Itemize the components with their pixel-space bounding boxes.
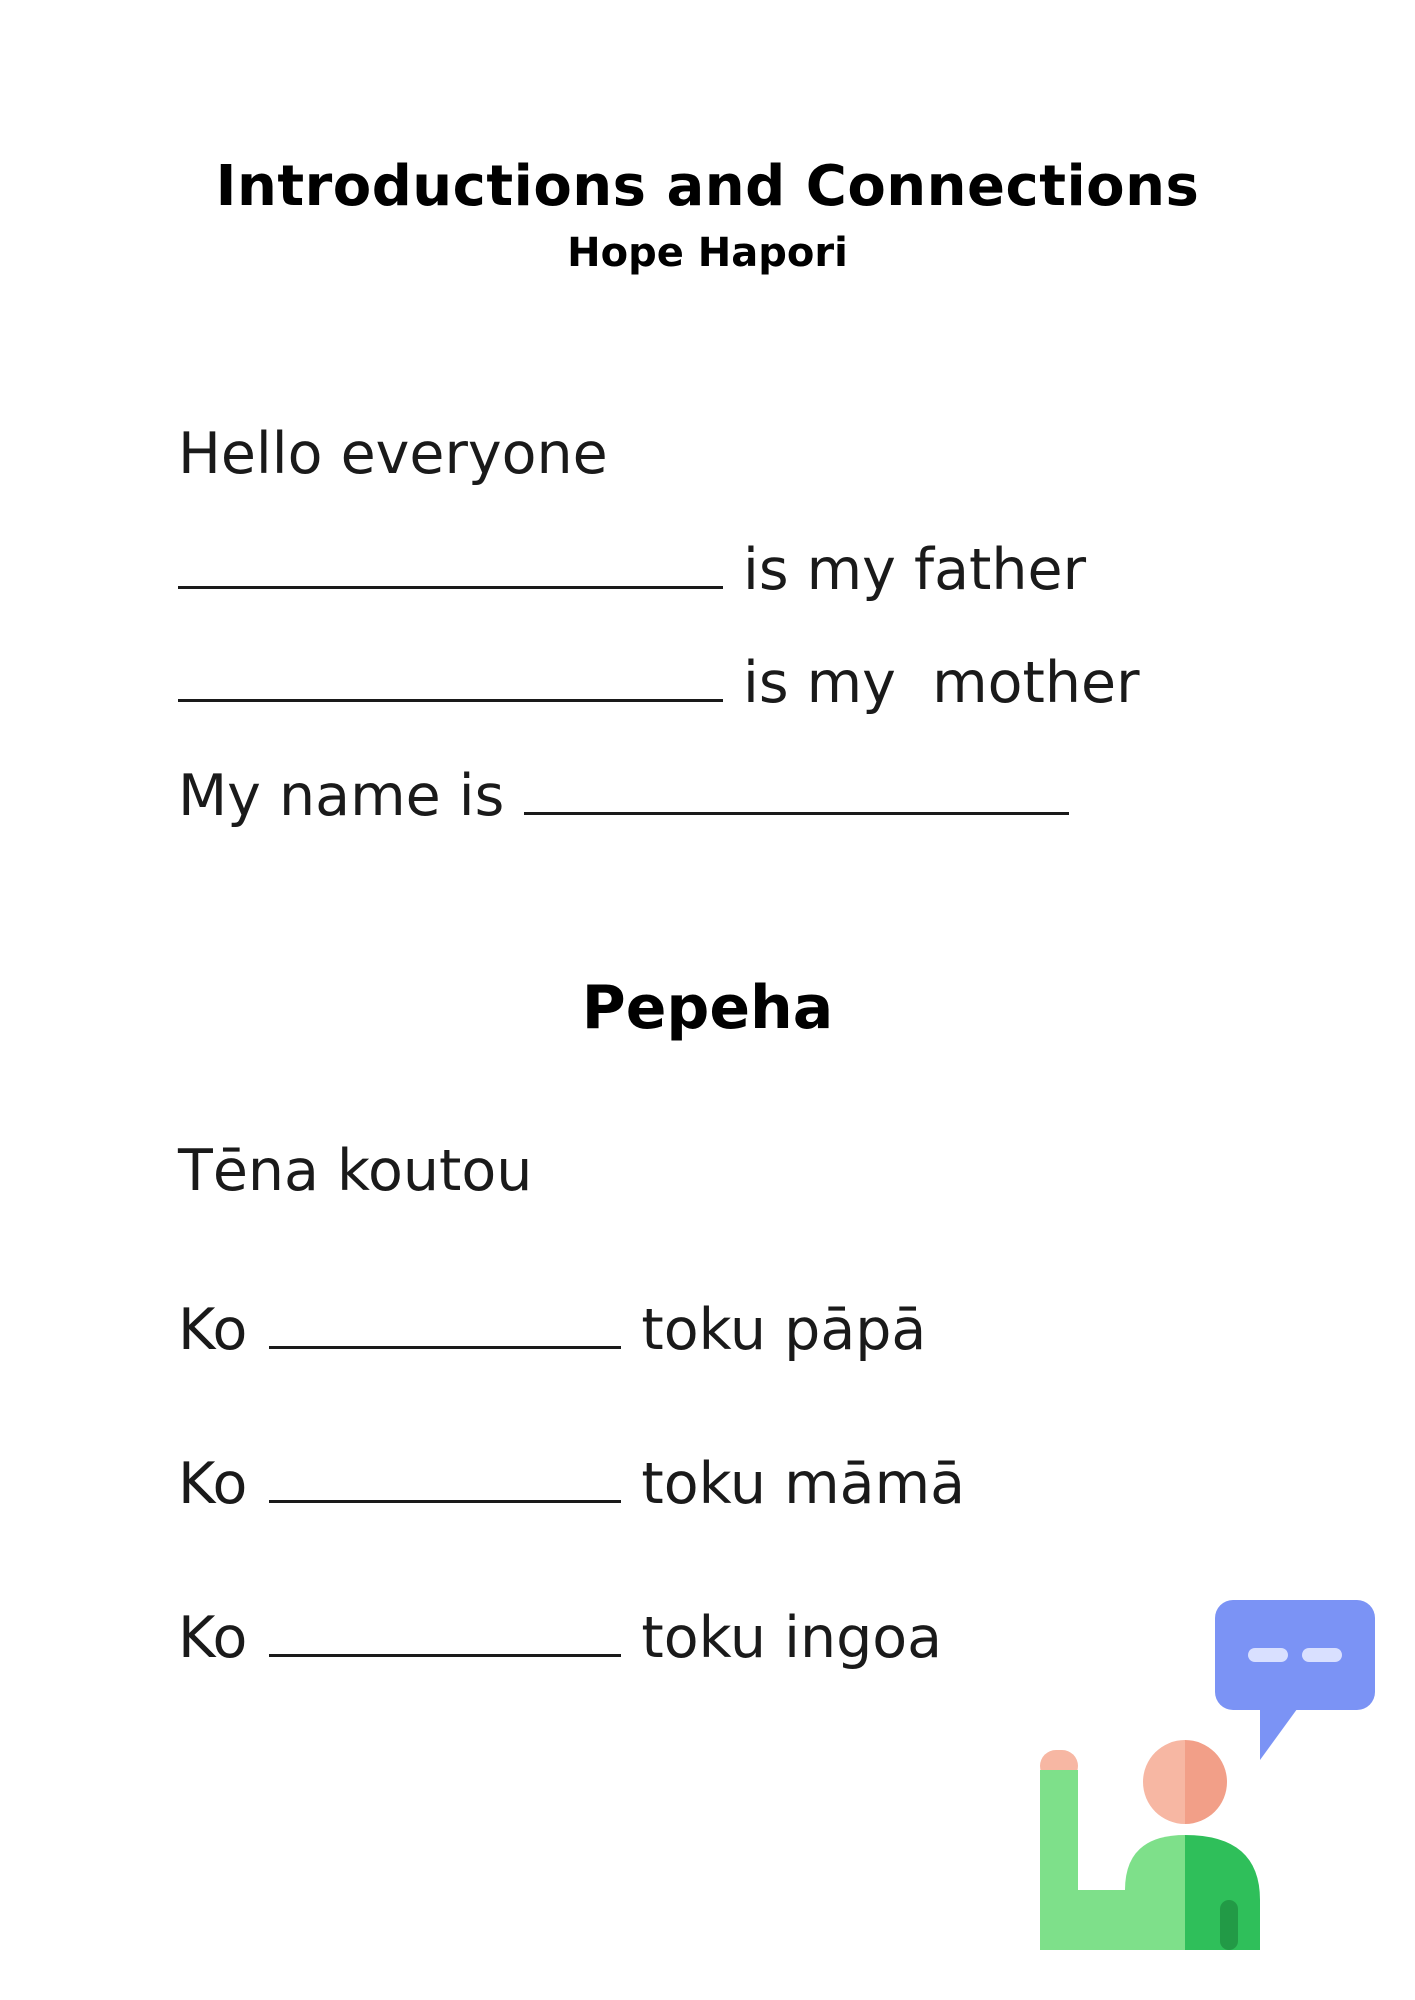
pepeha-suffix-mama: toku māmā — [641, 1451, 966, 1517]
pepeha-mama-line — [178, 1444, 1415, 1520]
person-speaking-icon — [1030, 1600, 1380, 1950]
mother-suffix: is my mother — [743, 650, 1140, 716]
papa-name-blank[interactable] — [269, 1290, 621, 1349]
pepeha-papa-line — [178, 1290, 1415, 1366]
father-suffix: is my father — [743, 537, 1087, 603]
pepeha-suffix-papa: toku pāpā — [641, 1297, 927, 1363]
pepeha-heading: Pepeha — [581, 973, 834, 1043]
pepeha-suffix-ingoa: toku ingoa — [641, 1605, 943, 1671]
head — [1143, 1740, 1227, 1824]
page-title: Introductions and Connections — [215, 154, 1200, 219]
my-name-blank[interactable] — [524, 756, 1069, 815]
pepeha-prefix: Ko — [178, 1605, 248, 1671]
mama-name-blank[interactable] — [269, 1444, 621, 1503]
pepeha-prefix: Ko — [178, 1451, 248, 1517]
my-name-prefix: My name is — [178, 763, 505, 829]
torso — [1125, 1835, 1260, 1950]
speech-bubble-icon — [1215, 1600, 1375, 1760]
father-name-blank[interactable] — [178, 530, 723, 589]
pepeha-greeting: Tēna koutou — [178, 1138, 533, 1204]
mother-line — [178, 643, 1415, 719]
ingoa-name-blank[interactable] — [269, 1598, 621, 1657]
mother-name-blank[interactable] — [178, 643, 723, 702]
english-greeting: Hello everyone — [178, 421, 608, 487]
my-name-line — [178, 756, 1415, 832]
page-subtitle: Hope Hapori — [567, 230, 848, 276]
english-greeting-line — [178, 418, 1415, 490]
pepeha-prefix: Ko — [178, 1297, 248, 1363]
father-line — [178, 530, 1415, 606]
pepeha-greeting-line — [178, 1135, 1415, 1207]
